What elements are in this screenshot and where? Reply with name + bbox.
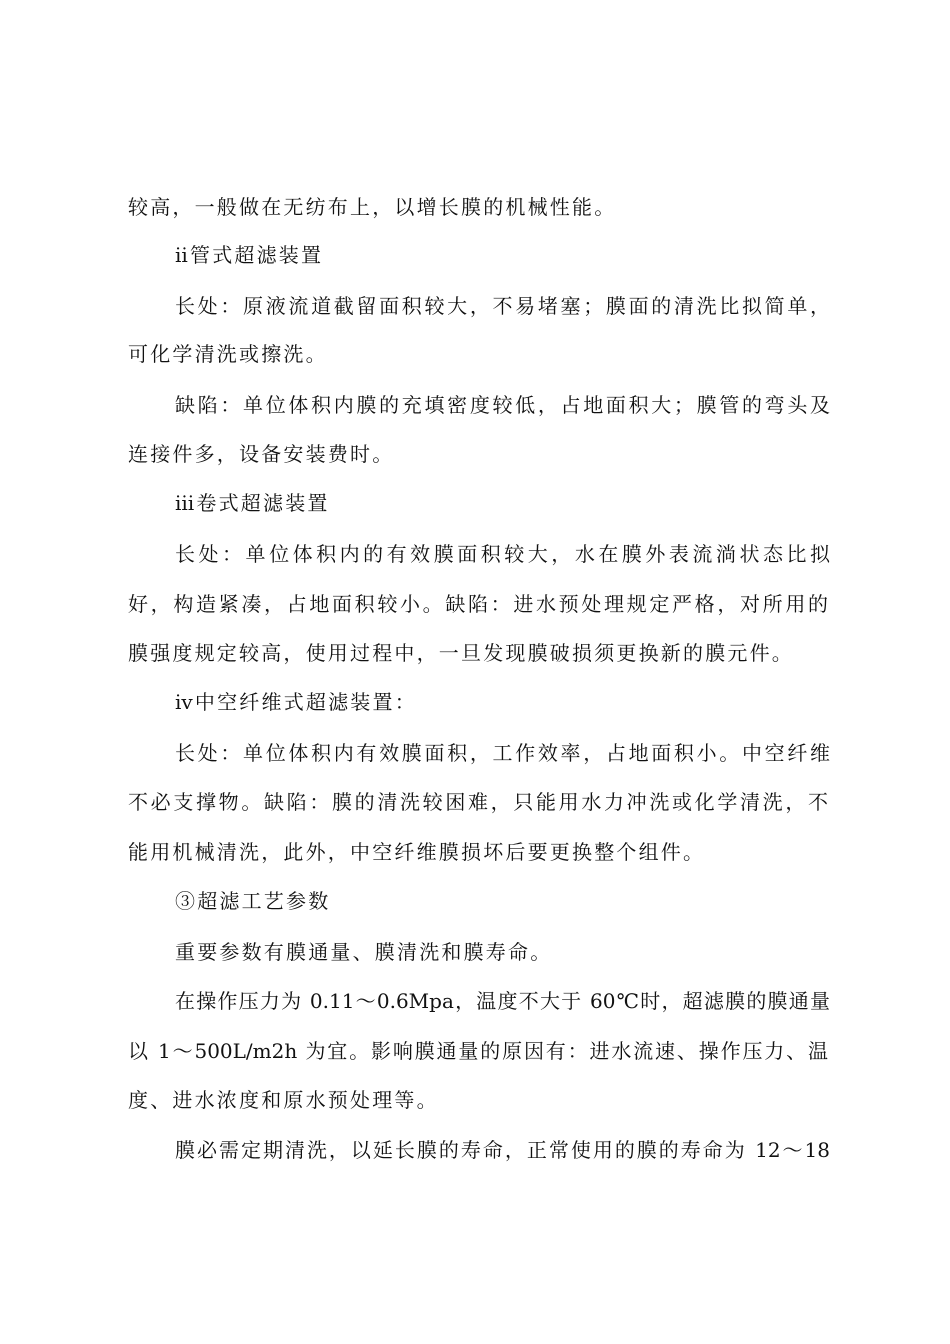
- section-heading: ⅲ卷式超滤装置: [175, 491, 330, 515]
- text-line: 可化学清洗或擦洗。: [128, 342, 328, 366]
- section-heading: ③超滤工艺参数: [175, 889, 331, 913]
- section-heading: ⅳ中空纤维式超滤装置：: [175, 690, 417, 714]
- section-heading: ⅱ管式超滤装置: [175, 243, 324, 267]
- text-line: 能用机械清洗，此外，中空纤维膜损坏后要更换整个组件。: [128, 840, 706, 864]
- text-line: 长处：单位体积内的有效膜面积较大，水在膜外表流淌状态比拟: [175, 542, 830, 566]
- text-line: 好，构造紧凑，占地面积较小。缺陷：进水预处理规定严格，对所用的: [128, 592, 828, 616]
- text-line: 连接件多，设备安装费时。: [128, 442, 395, 466]
- text-line: 以 1～500L/m2h 为宜。影响膜通量的原因有：进水流速、操作压力、温: [128, 1039, 828, 1063]
- text-line: 膜必需定期清洗，以延长膜的寿命，正常使用的膜的寿命为 12～18: [175, 1138, 830, 1162]
- text-line: 较高，一般做在无纺布上，以增长膜的机械性能。: [128, 195, 617, 219]
- text-line: 重要参数有膜通量、膜清洗和膜寿命。: [175, 940, 553, 964]
- text-line: 长处：单位体积内有效膜面积，工作效率，占地面积小。中空纤维: [175, 741, 830, 765]
- text-line: 在操作压力为 0.11～0.6Mpa，温度不大于 60℃时，超滤膜的膜通量: [175, 989, 830, 1013]
- text-line: 不必支撑物。缺陷：膜的清洗较困难，只能用水力冲洗或化学清洗，不: [128, 790, 828, 814]
- text-line: 缺陷：单位体积内膜的充填密度较低，占地面积大；膜管的弯头及: [175, 393, 830, 417]
- text-line: 度、进水浓度和原水预处理等。: [128, 1088, 439, 1112]
- text-line: 膜强度规定较高，使用过程中，一旦发现膜破损须更换新的膜元件。: [128, 641, 794, 665]
- text-line: 长处：原液流道截留面积较大，不易堵塞；膜面的清洗比拟简单，: [175, 294, 830, 318]
